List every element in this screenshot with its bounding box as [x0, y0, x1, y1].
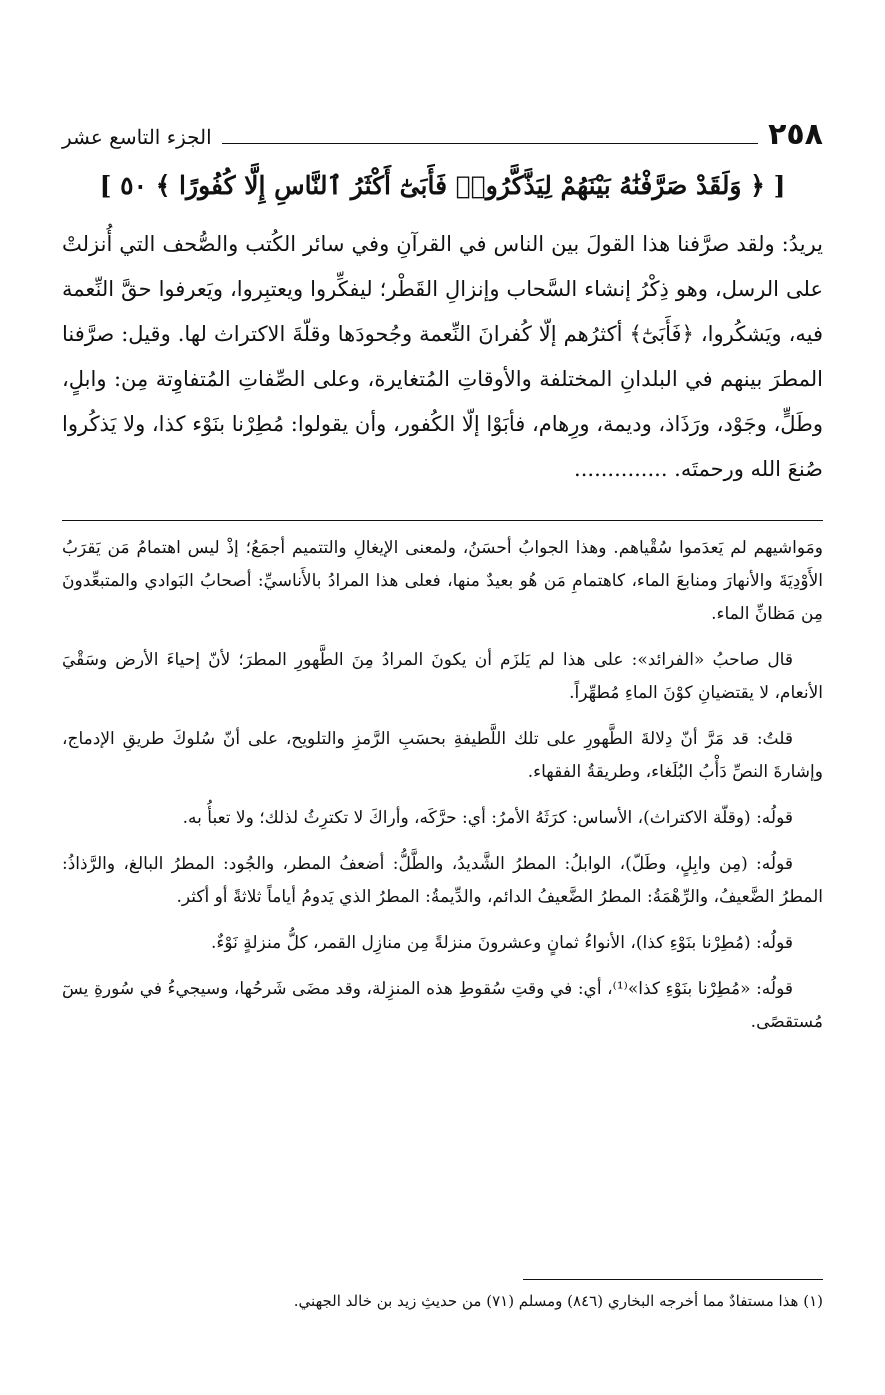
- footnote-divider: [523, 1279, 823, 1280]
- commentary-paragraph: ومَواشيهم لم يَعدَموا سُقْياهم. وهذا الجوابُ أحسَنُ، ولمعنى الإيغالِ والتتميم أجمَعُ؛ إذْ ليس اهتمامُ مَن يَقرَبُ الأَوْدِيَةَ والأنهارَ ومنابعَ الماء، كاهتمامِ مَن هُو بعيدٌ منها، فعلى هذا المرادُ بالأَناسيِّ: أصحابُ البَوادي والمتبعِّدونَ مِن مَظانِّ الماء.: [62, 538, 823, 624]
- commentary-paragraph: قولُه: (مِن وابِلٍ، وطَلّ)، الوابلُ: المطرُ الشَّديدُ، والطَّلُّ: أضعفُ المطر، والجُود: المطرُ البالغ، والرَّذاذُ: المطرُ الضَّعيفُ، والرِّهْمَةُ: المطرُ الضَّعيفُ الدائم، والدِّيمةُ: المطرُ الذي يَدومُ أياماً ثلاثةً أو أكثر.: [62, 854, 823, 907]
- footnote: (١) هذا مستفادٌ مما أخرجه البخاري (٨٤٦) ومسلم (٧١) من حديثِ زيد بن خالد الجهني.: [293, 1292, 823, 1310]
- commentary-paragraph: قولُه: «مُطِرْنا بنَوْءِ كذا»⁽¹⁾، أي: في وقتِ سُقوطِ هذه المنزِلة، وقد مضَى شَرحُها، وسيجيءُ في سُورةِ يسٓ مُستقصًى.: [62, 979, 823, 1032]
- page-number: ٢٥٨: [768, 117, 823, 152]
- main-tafsir-text: يريدُ: ولقد صرَّفنا هذا القولَ بين الناس في القرآنِ وفي سائر الكُتب والصُّحف التي أُنزلتْ على الرسل، وهو ذِكْرُ إنشاء السَّحاب وإنزالِ القَطْر؛ ليفكِّروا ويعتبِروا، ويَعرفوا حقَّ النِّعمة فيه، ويَشكُروا، ﴿فَأَبَىٰٓ﴾ أكثرُهم إلّا كُفرانَ النِّعمة وجُحودَها وقلّةَ الاكتراث لها. وقيل: صرَّفنا المطرَ بينهم في البلدانِ المختلفة والأوقاتِ المُتغايرة، وعلى الصِّفاتِ المُتفاوِتة مِن: وابلٍ، وطَلٍّ، وجَوْد، ورَذَاذ، وديمة، ورِهام، فأبَوْا إلّا الكُفور، وأن يقولوا: مُطِرْنا بنَوْء كذا، ولا يَذكُروا صُنعَ الله ورحمتَه. ..............: [62, 232, 823, 481]
- commentary-paragraph: قلتُ: قد مَرَّ أنّ دِلالةَ الطَّهورِ على تلك اللَّطيفةِ بحسَبِ الرَّمزِ والتلويح، على أنّ سُلوكَ طريقِ الإدماج، وإشارةَ النصِّ دَأْبُ البُلَغاء، وطريقةُ الفقهاء.: [62, 729, 823, 782]
- page-header: [62, 112, 823, 152]
- quran-verse: [ ﴿ وَلَقَدْ صَرَّفْنَٰهُ بَيْنَهُمْ لِيَذَّكَّرُوا۟ فَأَبَىٰٓ أَكْثَرُ ٱلنَّاسِ إِلَّا كُفُورًا ﴾ ٥٠ ]: [99, 171, 786, 200]
- header-rule: [222, 143, 758, 144]
- commentary-paragraph: قولُه: (مُطِرْنا بنَوْءِ كذا)، الأنواءُ ثمانٍ وعشرونَ منزلةً مِن منازِل القمر، كلُّ منزلةٍ نَوْءٌ.: [210, 933, 793, 953]
- main-text-divider: [62, 520, 823, 521]
- running-head: الجزء التاسع عشر: [62, 125, 212, 149]
- commentary-section: [62, 532, 823, 1052]
- commentary-paragraph: قال صاحبُ «الفرائد»: على هذا لم يَلزَم أن يكونَ المرادُ مِنَ الطَّهورِ المطرَ؛ لأنّ إحياءَ الأرض وسَقْيَ الأنعام، لا يقتضيانِ كوْنَ الماءِ مُطهِّراً.: [62, 650, 823, 703]
- commentary-paragraph: قولُه: (وقلّة الاكتراث)، الأساس: كرَثَهُ الأمرُ: أي: حرَّكَه، وأراكَ لا تكترِثُ لذلك؛ ولا تعبأُ به.: [182, 808, 793, 828]
